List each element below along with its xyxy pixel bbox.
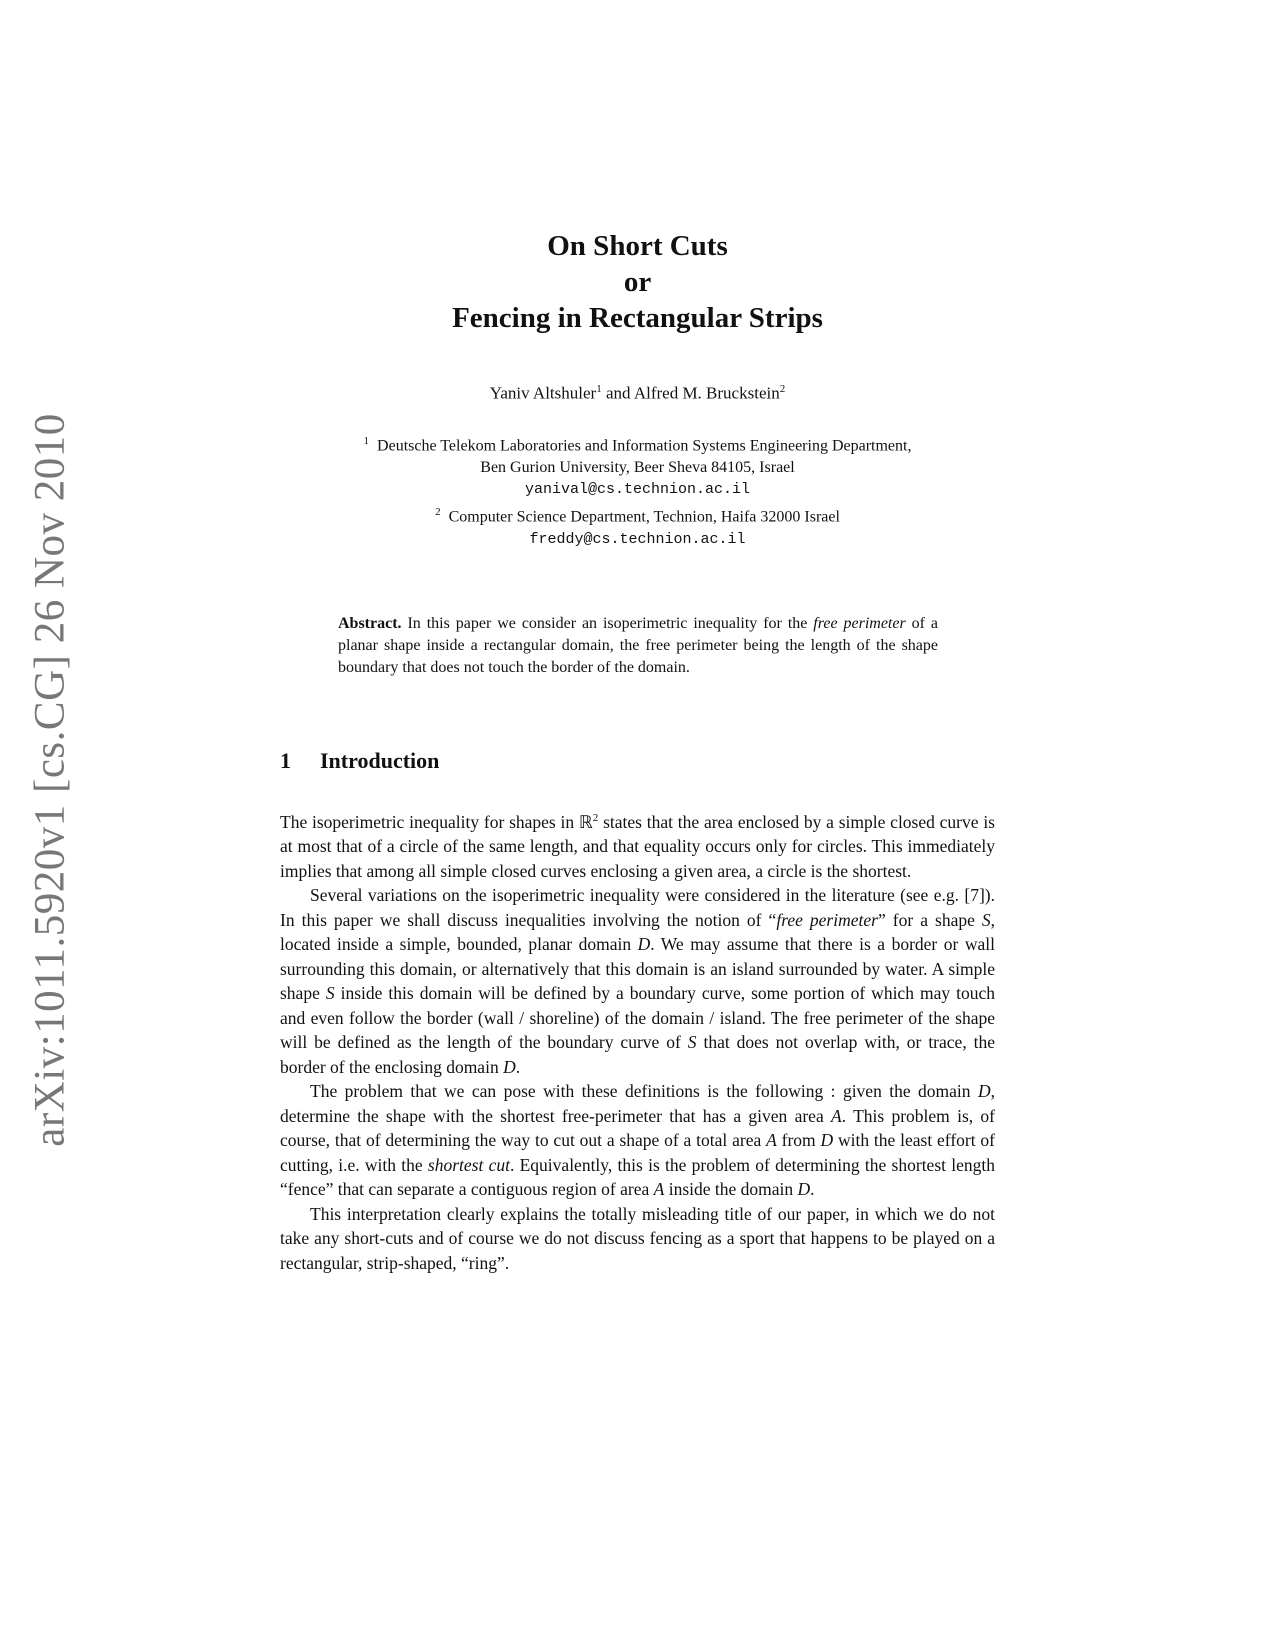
- p2-text-c: , located inside a simple, bounded, planar domain: [280, 909, 996, 955]
- p1-reals-symbol: ℝ: [578, 811, 593, 832]
- paragraph-4: This interpretation clearly explains the totally misleading title of our paper, in which we do not take any short-cuts and of course we do not discuss fencing as a sport that happens to be played on a rectangular, strip-shaped, “ring”.: [280, 1203, 995, 1273]
- title-line-1: On Short Cuts: [547, 230, 728, 262]
- p2-text-f: that does not overlap with, or trace, the border of the enclosing domain: [280, 1032, 996, 1077]
- p3-text-h: .: [810, 1179, 815, 1200]
- p2-var-d2: D: [503, 1056, 516, 1077]
- affiliation-1-email[interactable]: yanival@cs.technion.ac.il: [524, 481, 751, 499]
- p3-text-f: . Equivalently, this is the problem of determining the shortest length “fence” that can separate a contiguous region of area: [280, 1154, 995, 1200]
- affiliation-2-email[interactable]: freddy@cs.technion.ac.il: [529, 530, 746, 548]
- arxiv-stamp-text: arXiv:1011.5920v1 [cs.CG] 26 Nov 2010: [26, 413, 74, 1147]
- p3-var-d1: D: [977, 1081, 991, 1102]
- affiliation-1-line-2: Ben Gurion University, Beer Sheva 84105, Israel: [480, 459, 795, 477]
- p2-text-b: ” for a shape: [877, 909, 982, 930]
- p2-var-s1: S: [981, 909, 991, 930]
- p2-var-d1: D: [637, 934, 651, 955]
- title-line-2: or: [623, 266, 652, 298]
- paragraph-3: [280, 1079, 995, 1202]
- affiliation-2-mark: 2: [435, 506, 441, 519]
- p3-text-a: The problem that we can pose with these definitions is the following : given the domain: [310, 1081, 978, 1102]
- p1-text-b: states that the area enclosed by a simple closed curve is at most that of a circle of the same length, and that equality occurs only for circles. This immediately implies that among all simple closed curves enclosing a given area, a circle is the shortest.: [280, 811, 995, 881]
- paper-title: [280, 228, 995, 336]
- abstract-text-1: In this paper we consider an isoperimetric inequality for the: [401, 615, 814, 632]
- p3-emphasis: shortest cut: [427, 1154, 510, 1175]
- section-body: [280, 806, 995, 1275]
- affiliation-2-line-1: [280, 501, 995, 528]
- p3-var-a3: A: [653, 1179, 665, 1200]
- abstract-label: Abstract.: [338, 615, 402, 632]
- affiliations: [280, 430, 995, 551]
- p3-var-a2: A: [766, 1130, 777, 1151]
- paragraph-1: [280, 806, 995, 883]
- p1-text-a: The isoperimetric inequality for shapes in: [280, 811, 579, 832]
- abstract-text-2: of a planar shape inside a rectangular domain, the free perimeter being the length of the shape boundary that does not touch the border of the domain.: [338, 615, 939, 676]
- abstract: [338, 613, 938, 679]
- author-1: Yaniv Altshuler: [489, 383, 597, 403]
- affiliation-2-text: Computer Science Department, Technion, Haifa 32000 Israel: [448, 508, 840, 526]
- affiliation-1-line-1: [280, 430, 995, 457]
- p2-text-g: .: [515, 1056, 521, 1077]
- abstract-emphasis: free perimeter: [813, 615, 906, 632]
- p2-var-s2: S: [325, 983, 335, 1004]
- p3-text-d: from: [776, 1130, 821, 1151]
- section-heading: [280, 748, 439, 774]
- p1-exponent: 2: [592, 812, 599, 824]
- author-2: Alfred M. Bruckstein: [633, 383, 780, 403]
- author-list: [280, 383, 995, 404]
- title-line-3: Fencing in Rectangular Strips: [452, 302, 823, 334]
- author-2-affil-mark: 2: [779, 383, 786, 395]
- section-title: Introduction: [320, 748, 440, 773]
- p3-var-d3: D: [797, 1179, 811, 1200]
- arxiv-stamp: [22, 413, 78, 1147]
- p3-text-c: . This problem is, of course, that of determining the way to cut out a shape of a total area: [280, 1105, 995, 1151]
- p3-text-g: inside the domain: [664, 1179, 798, 1200]
- paragraph-2: [280, 883, 995, 1079]
- p3-text-e: with the least effort of cutting, i.e. with the: [280, 1130, 995, 1175]
- p2-text-e: inside this domain will be defined by a boundary curve, some portion of which may touch and even follow the border (wall / shoreline) of the domain / island. The free perimeter of the shape will be defined as the length of the boundary curve of: [280, 983, 995, 1053]
- p3-var-d2: D: [820, 1130, 834, 1151]
- author-1-affil-mark: 1: [596, 383, 602, 395]
- p2-var-s3: S: [687, 1032, 697, 1053]
- p3-var-a1: A: [831, 1105, 842, 1126]
- affiliation-1-mark: 1: [363, 435, 370, 447]
- author-conjunction: and: [601, 383, 634, 403]
- p3-text-b: , determine the shape with the shortest free-perimeter that has a given area: [280, 1081, 995, 1126]
- affiliation-1-text: Deutsche Telekom Laboratories and Information Systems Engineering Department,: [377, 437, 912, 455]
- section-number: 1: [280, 748, 291, 773]
- p2-text-d: . We may assume that there is a border or wall surrounding this domain, or alternatively that this domain is an island surrounded by water. A simple shape: [280, 934, 995, 1004]
- p2-emphasis: free perimeter: [776, 909, 878, 930]
- p2-text-a: Several variations on the isoperimetric inequality were considered in the literature (see e.g. [7]). In this paper we shall discuss inequalities involving the notion of “: [280, 885, 995, 930]
